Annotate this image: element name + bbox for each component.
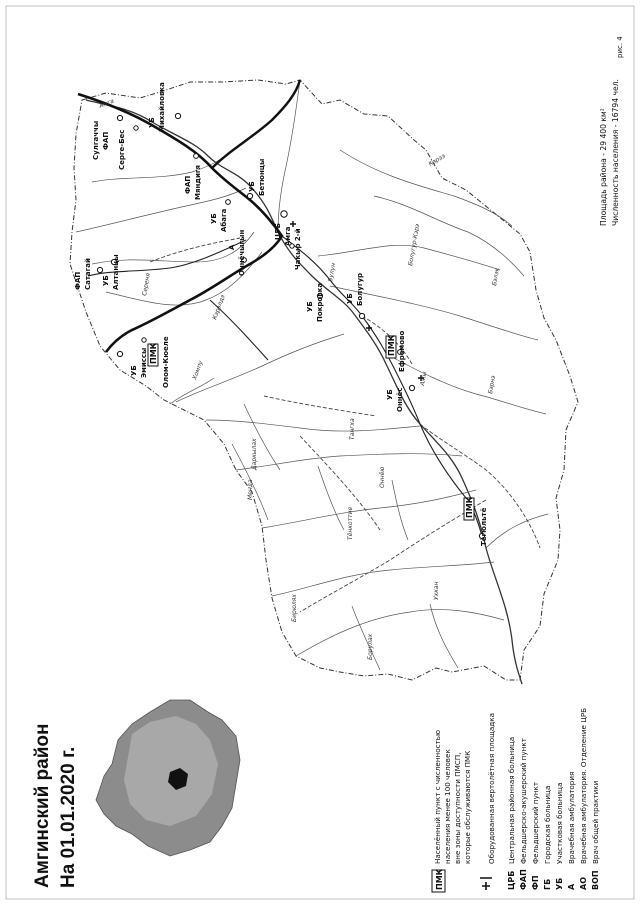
legend-key-pmk: ПМК [435, 868, 444, 890]
legend-pmk-line-3: вне зоны доступности ПМСП, [453, 752, 462, 864]
page-subtitle: На 01.01.2020 г. [58, 746, 79, 888]
label-chakyr: Чакыр 2-й [294, 228, 302, 270]
label-efremovo: Ефремово [398, 330, 406, 372]
legend-key-crb: ЦРБ [507, 870, 516, 890]
legend-fap: Фельдшерско-акушерский пункт [519, 738, 528, 864]
legend-key-a: А [567, 883, 576, 890]
legend-ub: Участковая больница [555, 782, 564, 864]
label-abaga-ub: УБ [210, 213, 218, 224]
legend-key-fap: ФАП [519, 869, 528, 890]
river-khompu: Хомпу [191, 359, 205, 381]
district-boundary [70, 80, 578, 680]
river-kereldie: Кэрэлдэ [211, 293, 227, 321]
label-mikhailovka-ub: УБ [148, 117, 156, 128]
label-bolugur-ub: УБ [346, 293, 354, 304]
legend-key-ao: АО [579, 877, 588, 890]
area-text: Площадь района - 29 400 км² [599, 108, 608, 226]
helipad-icon [480, 878, 492, 890]
label-mikhailovka: Михайловка [158, 82, 166, 132]
river-darkylakh: Даркылах [251, 438, 258, 470]
legend-pmk-line-2: населения менее 100 человек [443, 749, 452, 864]
legend-a: Врачебная амбулатория [567, 771, 576, 864]
legend-key-gb: ГБ [543, 878, 552, 890]
legend [432, 708, 600, 892]
page-title: Амгинский район [32, 723, 53, 888]
label-pokrovka: Покровка [316, 282, 324, 322]
legend-pmk-line-1: Населённый пункт с численностью [433, 729, 442, 864]
river-keree: Кэрээ [427, 152, 447, 168]
river-belek: Бэлэк [491, 267, 502, 287]
legend-key-vop: ВОП [591, 870, 600, 890]
river-borulakh: Борулах [367, 633, 374, 660]
legend-ao: Врачебная амбулатория. Отделение ЦРБ [579, 707, 588, 864]
label-onnyos: Оннёс [396, 387, 404, 412]
river-tangkha: Тангха [349, 418, 356, 440]
road-to-mikhailovka [212, 80, 300, 168]
river-amga: Амга [98, 97, 116, 110]
legend-vop: Врач общей практики [591, 780, 600, 864]
river-onnyoyu: Оннёю [379, 466, 386, 488]
legend-helipad: Оборудованная вертолётная площадка [487, 712, 496, 864]
label-betyuntsy-ub: УБ [248, 181, 256, 192]
amga-river [86, 100, 522, 684]
place-labels [74, 82, 488, 546]
river-bulun: Булун [327, 262, 338, 283]
label-emissy: Эмиссы [140, 347, 148, 378]
label-onnyochygyn: Оннёчыгын [238, 229, 246, 276]
label-myandigya-fap: ФАП [184, 175, 192, 194]
label-tegyultyo: Тёгюльтё [480, 507, 488, 546]
label-altantsy-ub: УБ [102, 275, 110, 286]
legend-gb: Городская больница [543, 785, 552, 864]
legend-key-fp: ФП [531, 875, 540, 890]
label-onnyos-ub: УБ [386, 389, 394, 400]
label-sulgachchy-fap: ФАП [102, 131, 110, 150]
page-frame [6, 6, 634, 899]
label-altantsy: Алтанцы [112, 254, 120, 290]
label-onnyochygyn-a: А [228, 244, 236, 250]
legend-fp: Фельдшерский пункт [531, 781, 540, 864]
river-azhy: Ажы [419, 371, 429, 387]
river-berne: Бэрнэ [487, 374, 498, 395]
label-abaga: Абага [220, 208, 228, 232]
river-labels [97, 97, 501, 660]
label-bolugur: Болугур [356, 272, 364, 306]
river-bolugur-kere: Болугур-Кэрэ [407, 223, 422, 267]
label-amga-crb: ЦРБ [274, 223, 282, 240]
river-tyonkottie: Тёнкоттие [347, 506, 354, 540]
legend-key-ub: УБ [555, 877, 564, 890]
inset-locator-map [96, 700, 240, 856]
legend-crb: Центральная районная больница [507, 736, 516, 864]
legend-pmk-line-4: которые обслуживаются ПМК [463, 750, 472, 864]
river-biryulyakh: Бирюлях [291, 594, 298, 622]
river-ukhkan: Ухкан [433, 581, 440, 600]
label-sulgachchy: Сулгаччы [92, 120, 100, 160]
label-serge-bes: Серге-Бес [118, 129, 126, 170]
label-satagay-fap: ФАП [74, 271, 82, 290]
figure-label: рис. 4 [616, 36, 624, 58]
river-serenya: Сереня [141, 272, 152, 297]
label-satagay: Сатагай [84, 258, 92, 290]
label-emissy-ub: УБ [130, 365, 138, 376]
population-text: Численность населения - 16794 чел. [611, 79, 620, 226]
river-menda: Менда [247, 479, 254, 500]
pmk-olom-kyuele: ПМК [149, 342, 158, 364]
label-pokrovka-ub: УБ [306, 301, 314, 312]
label-olom-kyuele: Олом-Кюеле [162, 336, 170, 388]
pmk-efremovo: ПМК [387, 334, 396, 356]
label-myandigya: Мяндигя [194, 164, 202, 200]
label-betyuntsy: Бетюнцы [258, 158, 266, 196]
pmk-tegyultyo: ПМК [465, 496, 474, 518]
label-amga: Амга [284, 226, 292, 246]
